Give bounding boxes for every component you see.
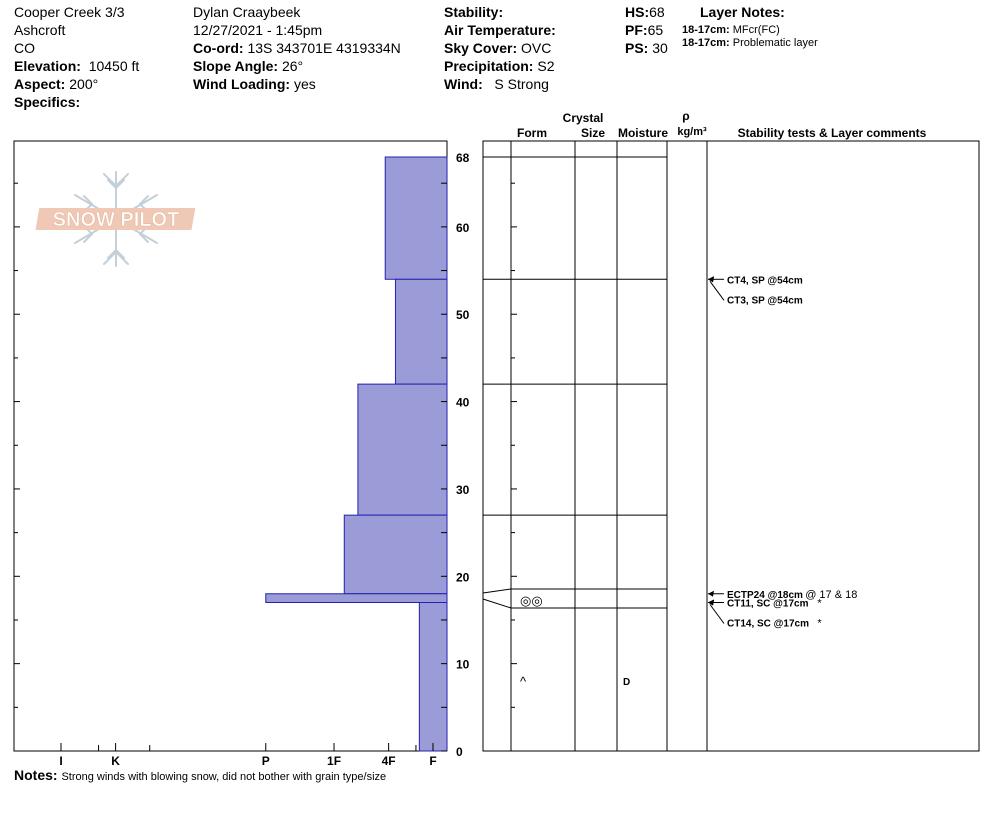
- grain-form-0: ◎◎: [520, 593, 543, 608]
- hardness-bar-0: [385, 157, 447, 279]
- specifics-label: Specifics:: [14, 94, 81, 110]
- elevation-value: 10450 ft: [88, 58, 140, 74]
- pf-label: PF:: [625, 22, 648, 38]
- hardness-bar-1: [395, 279, 447, 384]
- density-unit-header: kg/m³: [677, 126, 707, 138]
- aspect-value: 200°: [69, 76, 99, 92]
- grain-forms: [520, 593, 543, 689]
- crystal-header: Crystal: [562, 111, 604, 125]
- stability-test-1: CT3, SP @54cm: [727, 295, 803, 307]
- stability-arrow-1: [708, 276, 714, 282]
- notes-text: Strong winds with blowing snow, did not bother with grain type/size: [61, 771, 387, 783]
- location: Cooper Creek 3/3: [14, 4, 125, 20]
- profile-table: [483, 141, 979, 751]
- moisture-values: [623, 677, 630, 688]
- boundary-connector-18: [483, 589, 511, 593]
- stability-leader-1: [710, 281, 724, 300]
- sky-label: Sky Cover:: [444, 40, 518, 56]
- aspect-label: Aspect:: [14, 76, 66, 92]
- ps-label: PS:: [625, 40, 649, 56]
- depth-label-30: 30: [456, 482, 470, 497]
- layer-note-1-range: 18-17cm:: [682, 24, 730, 36]
- depth-label-60: 60: [456, 220, 470, 235]
- stability-arrow-4: [708, 600, 714, 606]
- precip-label: Precipitation:: [444, 58, 534, 74]
- stability-label: Stability:: [444, 4, 504, 20]
- coord-value: 13S 343701E 4319334N: [247, 40, 401, 56]
- slope-value: 26°: [281, 58, 304, 74]
- datetime: 12/27/2021 - 1:45pm: [193, 22, 323, 38]
- table-frame: [483, 141, 979, 751]
- hs-value: 68: [649, 4, 665, 20]
- rho-header: ρ: [682, 109, 690, 123]
- hardness-bar-5: [419, 603, 447, 752]
- hardness-bar-4: [266, 594, 447, 603]
- wind-label: Wind:: [444, 76, 483, 92]
- hardness-label-I: I: [59, 754, 63, 768]
- stability-arrow-2: [708, 591, 714, 597]
- stability-test-0: CT4, SP @54cm: [727, 275, 803, 287]
- observer: Dylan Craaybeek: [193, 4, 301, 20]
- stability-tests: [708, 275, 857, 629]
- stability-note-2: @ 17 & 18: [805, 588, 858, 601]
- coord-label: Co-ord:: [193, 40, 244, 56]
- precip-value: S2: [537, 58, 555, 74]
- stability-note-3: *: [817, 597, 822, 610]
- boundary-connector-17: [483, 599, 511, 608]
- stability-leader-4: [710, 605, 724, 624]
- hardness-bar-3: [344, 515, 447, 594]
- wind-loading-value: yes: [293, 76, 316, 92]
- depth-label-20: 20: [456, 570, 470, 585]
- layer-note-2-text: Problematic layer: [732, 37, 818, 49]
- hardness-label-P: P: [261, 754, 270, 768]
- depth-label-50: 50: [456, 308, 470, 323]
- size-header: Size: [580, 126, 606, 140]
- hardness-label-F: F: [429, 754, 437, 768]
- stability-test-2: ECTP24 @18cm: [727, 589, 803, 601]
- ps-value: 30: [652, 40, 668, 56]
- depth-label-0: 0: [456, 745, 463, 759]
- depth-label-40: 40: [456, 395, 470, 410]
- snowpilot-logo: [35, 172, 195, 266]
- hardness-bars: [266, 157, 447, 751]
- hardness-label-4F: 4F: [381, 754, 396, 768]
- layer-notes-title: Layer Notes:: [700, 4, 785, 20]
- hardness-bar-2: [358, 384, 447, 515]
- wind-value: S Strong: [494, 76, 549, 92]
- stability-header: Stability tests & Layer comments: [737, 126, 927, 140]
- depth-label-68: 68: [456, 151, 470, 165]
- range: Ashcroft: [14, 22, 66, 38]
- table-depth-ticks: [511, 183, 517, 751]
- depth-label-10: 10: [456, 657, 470, 672]
- hardness-label-K: K: [111, 754, 120, 768]
- state: CO: [14, 40, 35, 56]
- pf-value: 65: [647, 22, 664, 38]
- wind-loading-label: Wind Loading:: [193, 76, 291, 92]
- hardness-axis: [59, 743, 436, 768]
- form-header: Form: [517, 126, 547, 140]
- hardness-label-1F: 1F: [327, 754, 342, 768]
- logo-text: SNOW PILOT: [52, 209, 180, 231]
- grain-form-1: ^: [520, 674, 527, 690]
- notes-label: Notes:: [14, 767, 58, 783]
- hs-label: HS:: [625, 4, 650, 20]
- stability-test-3: CT11, SC @17cm: [727, 598, 809, 610]
- sky-value: OVC: [521, 40, 552, 56]
- slope-label: Slope Angle:: [193, 58, 279, 74]
- stability-test-4: CT14, SC @17cm: [727, 618, 810, 630]
- air-temp-label: Air Temperature:: [444, 22, 556, 38]
- layer-note-1-text: MFcr(FC): [732, 24, 780, 36]
- layer-note-2-range: 18-17cm:: [682, 37, 730, 49]
- elevation-label: Elevation:: [14, 58, 81, 74]
- depth-axis-labels: [456, 151, 470, 759]
- stability-note-4: *: [817, 617, 822, 630]
- moisture-0: D: [623, 677, 631, 689]
- moisture-header: Moisture: [617, 126, 669, 140]
